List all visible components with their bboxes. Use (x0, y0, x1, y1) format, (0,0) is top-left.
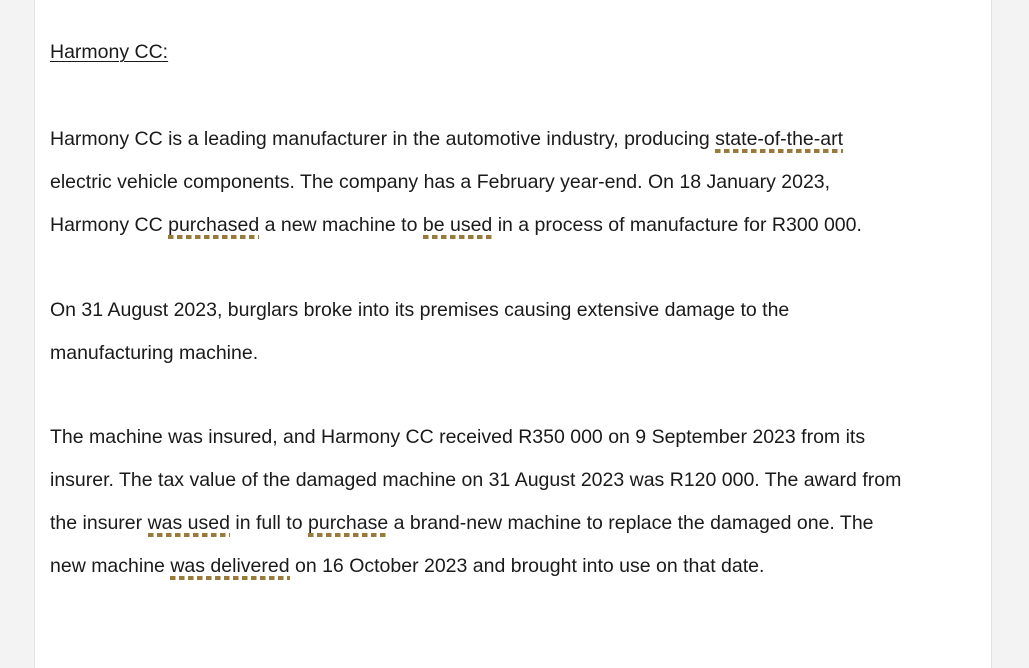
paragraph-1 (50, 118, 862, 247)
paragraph-line (50, 289, 789, 332)
grammar-flagged-text[interactable]: be used (423, 214, 492, 239)
paragraph-line (50, 459, 901, 502)
line-text: On 31 August 2023, burglars broke into its premises causing extensive damage to the (50, 299, 790, 321)
line-text: the insurer (50, 512, 148, 534)
paragraph-line (50, 502, 901, 545)
line-text: Harmony CC is a leading manufacturer in the automotive industry, producing (50, 128, 716, 150)
document-page[interactable] (34, 0, 992, 668)
paragraph-line (50, 545, 901, 588)
paragraph-line (50, 204, 862, 247)
line-text: insurer. The tax value of the damaged machine on 31 August 2023 was R120 000. The award from (50, 469, 902, 491)
line-text: electric vehicle components. The company has a February year-end. On 18 January 2023, (50, 171, 831, 193)
document-heading: Harmony CC: (50, 41, 169, 63)
line-text: a new machine to (259, 214, 423, 236)
grammar-flagged-text[interactable]: purchase (308, 512, 388, 537)
paragraph-2 (50, 289, 789, 375)
line-text: Harmony CC (50, 214, 169, 236)
paragraph-line (50, 118, 862, 161)
grammar-flagged-text[interactable]: purchased (168, 214, 259, 239)
paragraph-line (50, 416, 901, 459)
line-text: new machine (50, 555, 171, 577)
paragraph-line (50, 332, 789, 375)
line-text: in a process of manufacture for R300 000. (492, 214, 862, 236)
grammar-flagged-text[interactable]: state-of-the-art (715, 128, 843, 153)
line-text: manufacturing machine. (50, 342, 259, 364)
line-text: a brand-new machine to replace the damaged one. The (388, 512, 874, 534)
paragraph-3 (50, 416, 901, 588)
grammar-flagged-text[interactable]: was delivered (170, 555, 289, 580)
line-text: in full to (229, 512, 308, 534)
paragraph-line (50, 161, 862, 204)
line-text: The machine was insured, and Harmony CC received R350 000 on 9 September 2023 from its (50, 426, 866, 448)
grammar-flagged-text[interactable]: was used (148, 512, 230, 537)
line-text: on 16 October 2023 and brought into use on that date. (289, 555, 765, 577)
